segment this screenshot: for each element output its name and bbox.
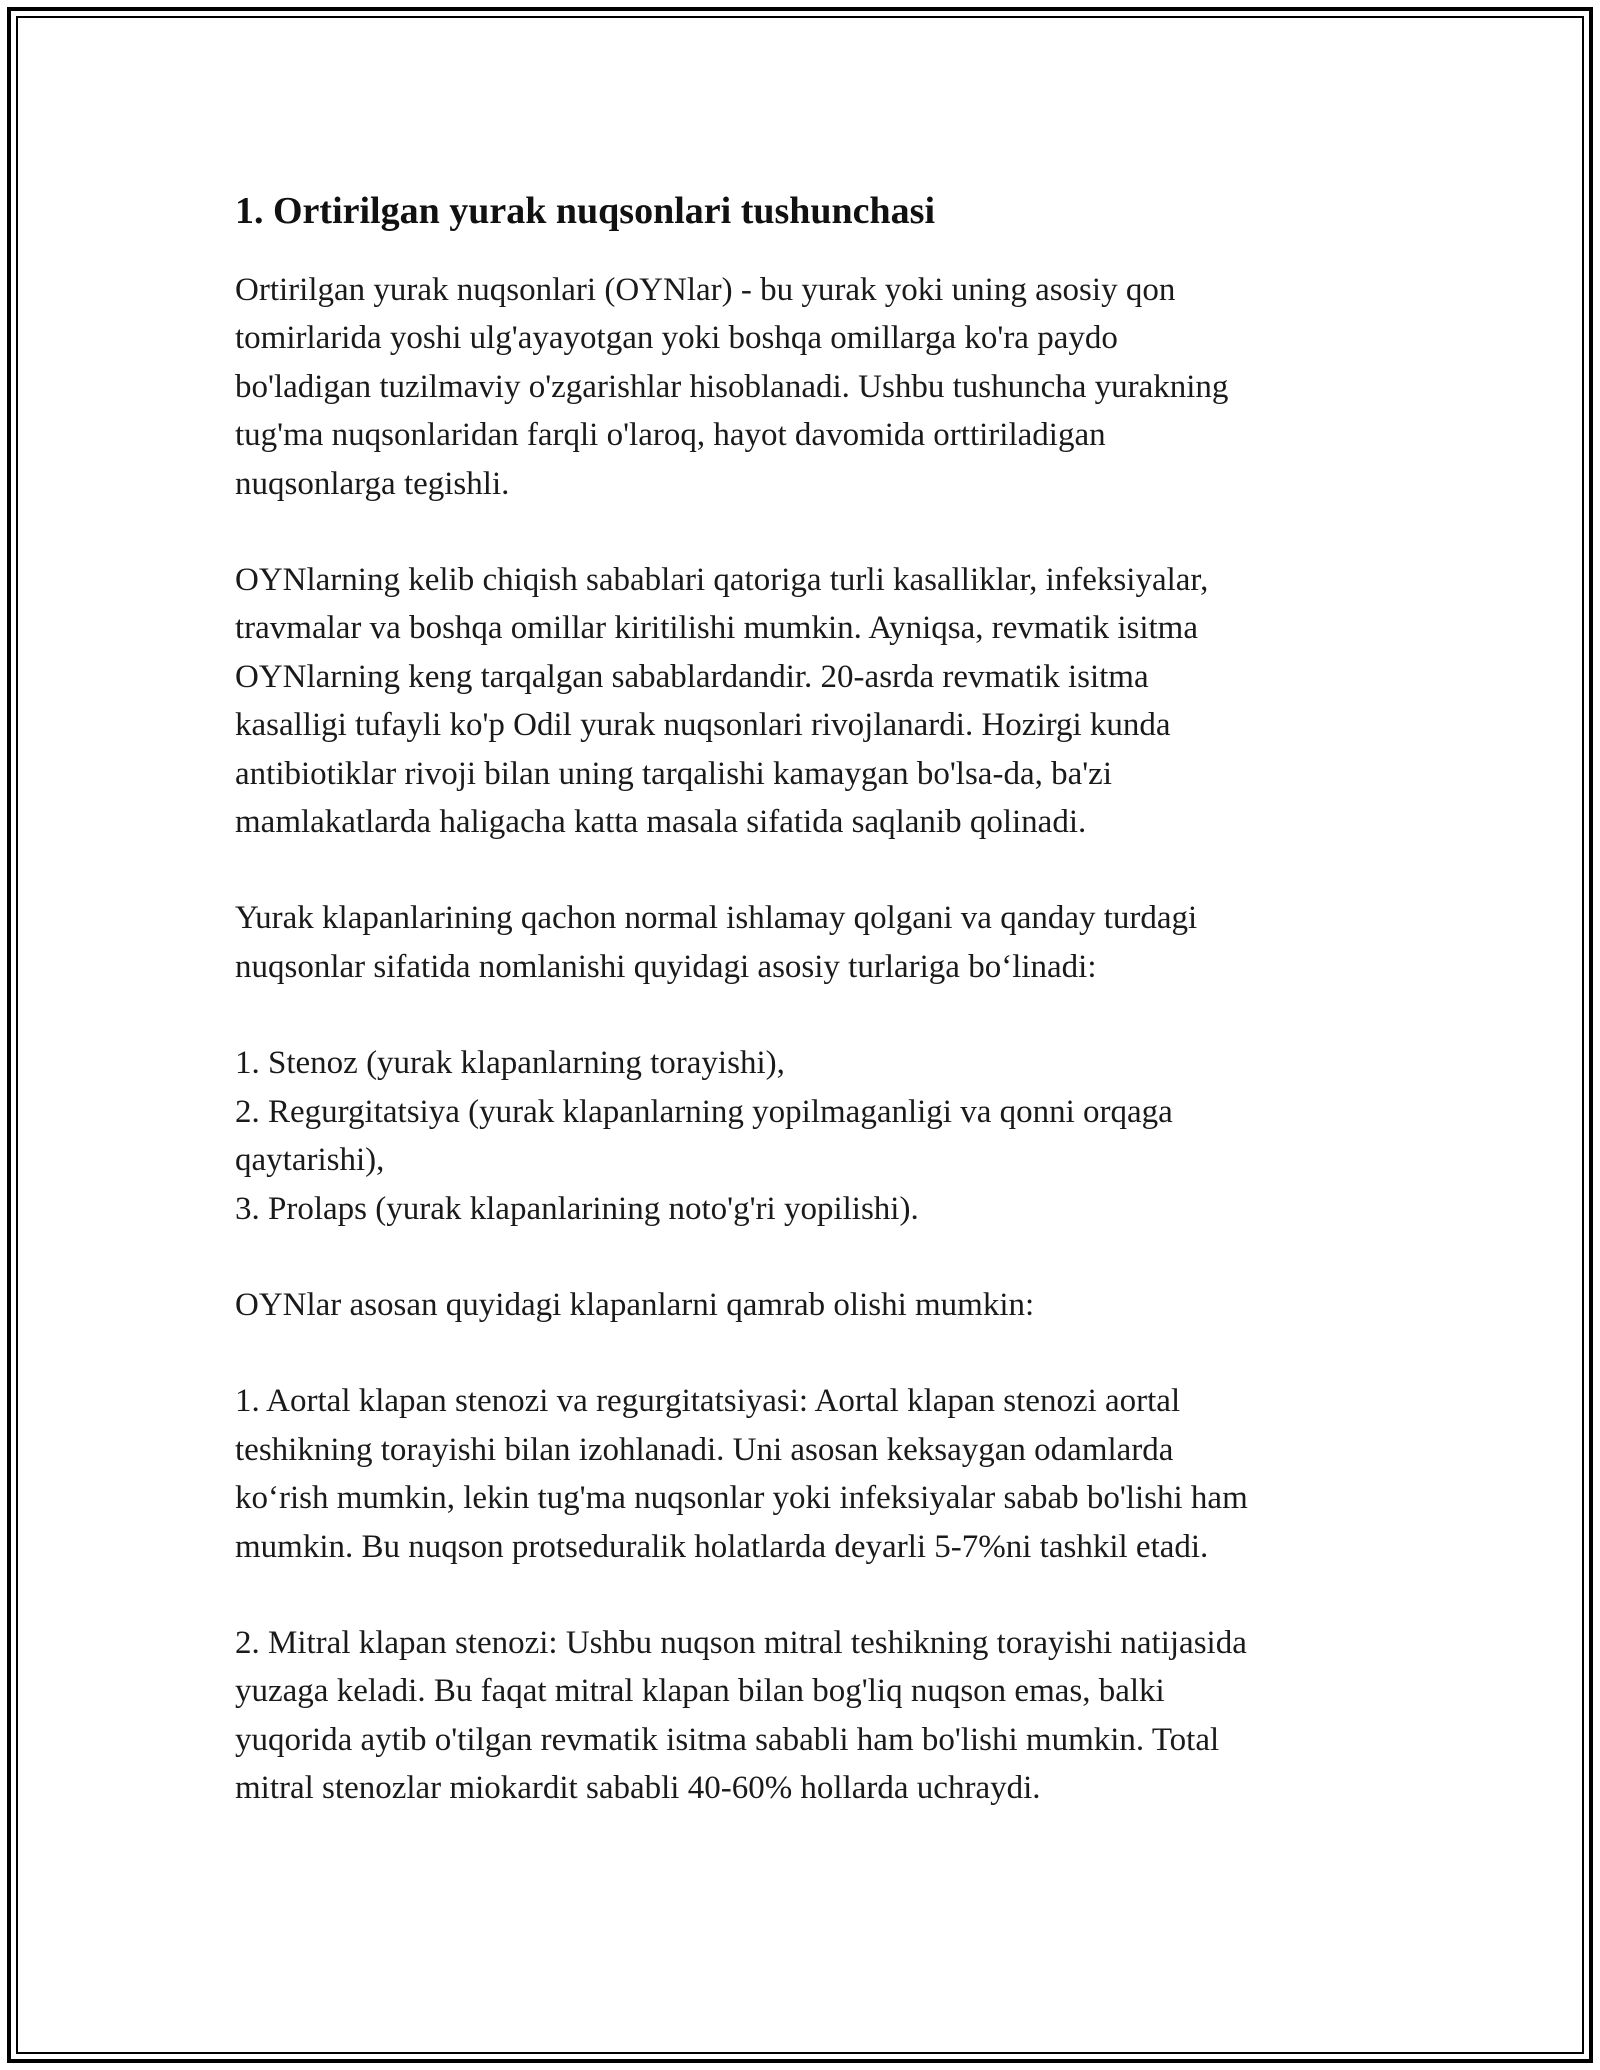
paragraph-aortal-valve: 1. Aortal klapan stenozi va regurgitatsiyasi: Aortal klapan stenozi aortal teshikning torayishi bilan izohlanadi. Uni asosan keksaygan odamlarda ko‘rish mumkin, lekin tug'ma nuqsonlar yoki infeksiyalar sabab bo'lishi ham mumkin. Bu nuqson protseduralik holatlarda deyarli 5-7%ni tashkil etadi.	[235, 1383, 1248, 1565]
paragraph-mitral-valve: 2. Mitral klapan stenozi: Ushbu nuqson mitral teshikning torayishi natijasida yuzaga keladi. Bu faqat mitral klapan bilan bog'liq nuqson emas, balki yuqorida aytib o'tilgan revmatik isitma sababli ham bo'lishi mumkin. Total mitral stenozlar miokardit sababli 40-60% hollarda uchraydi.	[235, 1624, 1247, 1807]
paragraph-definition: Ortirilgan yurak nuqsonlari (OYNlar) - bu yurak yoki uning asosiy qon tomirlarida yoshi ulg'ayayotgan yoki boshqa omillarga ko'ra paydo bo'ladigan tuzilmaviy o'zgarishlar hisoblanadi. Ushbu tushuncha yurakning tug'ma nuqsonlaridan farqli o'laroq, hayot davomida orttiriladigan nuqsonlarga tegishli.	[235, 272, 1229, 502]
defect-types-list: 1. Stenoz (yurak klapanlarning torayishi), 2. Regurgitatsiya (yurak klapanlarning yopilmaganligi va qonni orqaga qaytarishi), 3. Prolaps (yurak klapanlarining noto'g'ri yopilishi).	[235, 1045, 1173, 1227]
document-body	[235, 186, 1385, 1861]
paragraph-causes: OYNlarning kelib chiqish sabablari qatoriga turli kasalliklar, infeksiyalar, travmalar va boshqa omillar kiritilishi mumkin. Ayniqsa, revmatik isitma OYNlarning keng tarqalgan sabablardandir. 20-asrda revmatik isitma kasalligi tufayli ko'p Odil yurak nuqsonlari rivojlanardi. Hozirgi kunda antibiotiklar rivoji bilan uning tarqalishi kamaygan bo'lsa-da, ba'zi mamlakatlarda haligacha katta masala sifatida saqlanib qolinadi.	[235, 562, 1209, 841]
section-heading: 1. Ortirilgan yurak nuqsonlari tushunchasi	[235, 190, 936, 232]
paragraph-classification-intro: Yurak klapanlarining qachon normal ishlamay qolgani va qanday turdagi nuqsonlar sifatida nomlanishi quyidagi asosiy turlariga bo‘linadi:	[235, 900, 1198, 985]
paragraph-valves-intro: OYNlar asosan quyidagi klapanlarni qamrab olishi mumkin:	[235, 1286, 1035, 1323]
